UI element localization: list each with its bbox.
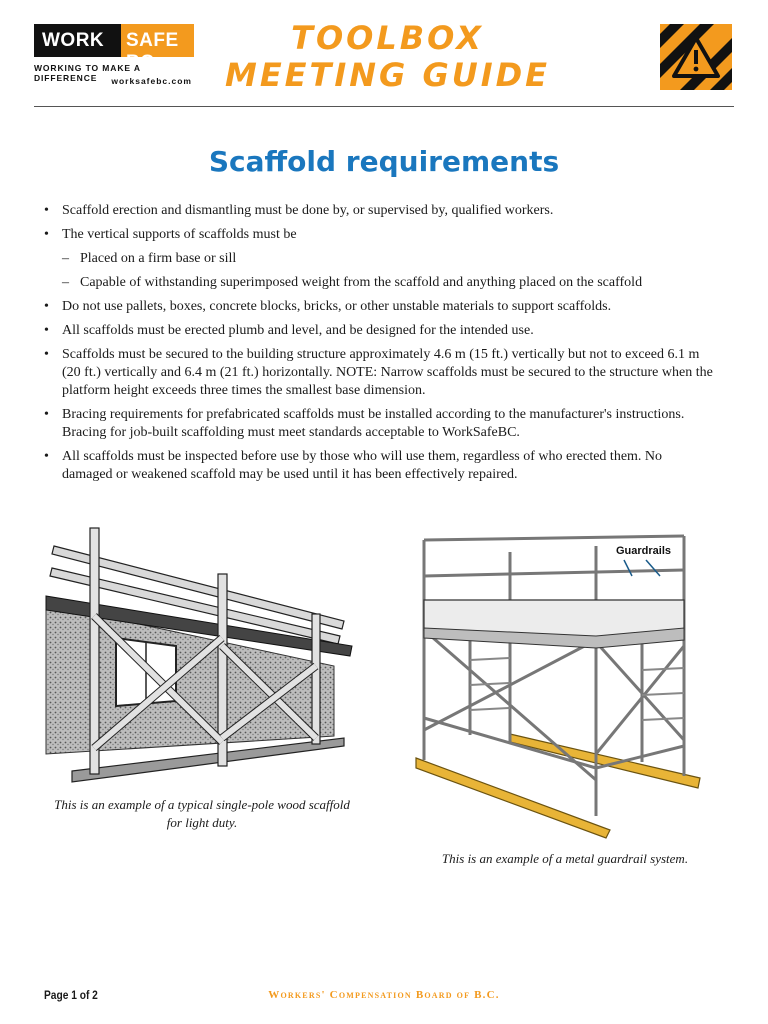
logo-text-work: WORK [42, 30, 105, 51]
title-line-1: TOOLBOX [291, 19, 484, 57]
list-item-text: Do not use pallets, boxes, concrete blocks, bricks, or other unstable materials to support scaffolds. [62, 299, 612, 314]
section-heading: Scaffold requirements [208, 145, 560, 178]
bullet-marker: • [44, 449, 49, 464]
sub-list-item [44, 250, 714, 268]
sub-list-item [44, 274, 714, 292]
header-divider [34, 106, 734, 107]
metal-guardrail-illustration [410, 530, 710, 842]
requirements-list [44, 202, 714, 490]
list-item [44, 322, 714, 340]
dash-marker: – [62, 251, 69, 266]
list-item [44, 406, 714, 442]
list-item-text: All scaffolds must be erected plumb and level, and be designed for the intended use. [62, 323, 534, 338]
footer-organization: Workers' Compensation Board of B.C. [268, 989, 500, 1001]
sub-list-item-text: Capable of withstanding superimposed weight from the scaffold and anything placed on the scaffold [80, 275, 643, 290]
bullet-marker: • [44, 347, 49, 362]
wood-scaffold-illustration [44, 526, 364, 788]
list-item [44, 298, 714, 316]
logo-tagline: WORKING TO MAKE A DIFFERENCE [34, 63, 141, 83]
dash-marker: – [62, 275, 69, 290]
list-item-text: Bracing requirements for prefabricated scaffolds must be installed according to the manufacturer's instructions. Bracing for job-built scaffolding must meet standards acceptable to WorkSafeBC. [62, 407, 685, 440]
list-item [44, 226, 714, 244]
list-item-text: All scaffolds must be inspected before use by those who will use them, regardless of who erected them. No damaged or weakened scaffold may be used until it has been effectively repaired. [62, 449, 663, 482]
list-item-text: The vertical supports of scaffolds must be [62, 227, 297, 242]
list-item [44, 202, 714, 220]
bullet-marker: • [44, 227, 49, 242]
guardrails-label: Guardrails [616, 545, 672, 557]
logo-text-safebc: SAFE BC [126, 30, 179, 73]
caption-metal-guardrail: This is an example of a metal guardrail system. [441, 851, 689, 866]
list-item-text: Scaffolds must be secured to the building structure approximately 4.6 m (15 ft.) vertically but not to exceed 6.1 m (20 ft.) vertically and 6.4 m (21 ft.) horizontally. NOTE: Narrow scaffolds must be secured to the structure when the platform height exceeds three times the smallest base dimension. [62, 347, 713, 398]
list-item-text: Scaffold erection and dismantling must be done by, or supervised by, qualified workers. [62, 203, 554, 218]
title-line-2: MEETING GUIDE [224, 56, 551, 94]
bullet-marker: • [44, 203, 49, 218]
sub-list-item-text: Placed on a firm base or sill [80, 251, 237, 266]
list-item [44, 346, 714, 400]
bullet-marker: • [44, 299, 49, 314]
warning-icon [660, 24, 732, 90]
page-number: Page 1 of 2 [44, 988, 98, 1002]
list-item [44, 448, 714, 484]
bullet-marker: • [44, 407, 49, 422]
page-title [220, 20, 555, 94]
logo-url: worksafebc.com [111, 76, 192, 86]
caption-wood-scaffold: This is an example of a typical single-pole wood scaffold for light duty. [54, 797, 350, 830]
bullet-marker: • [44, 323, 49, 338]
